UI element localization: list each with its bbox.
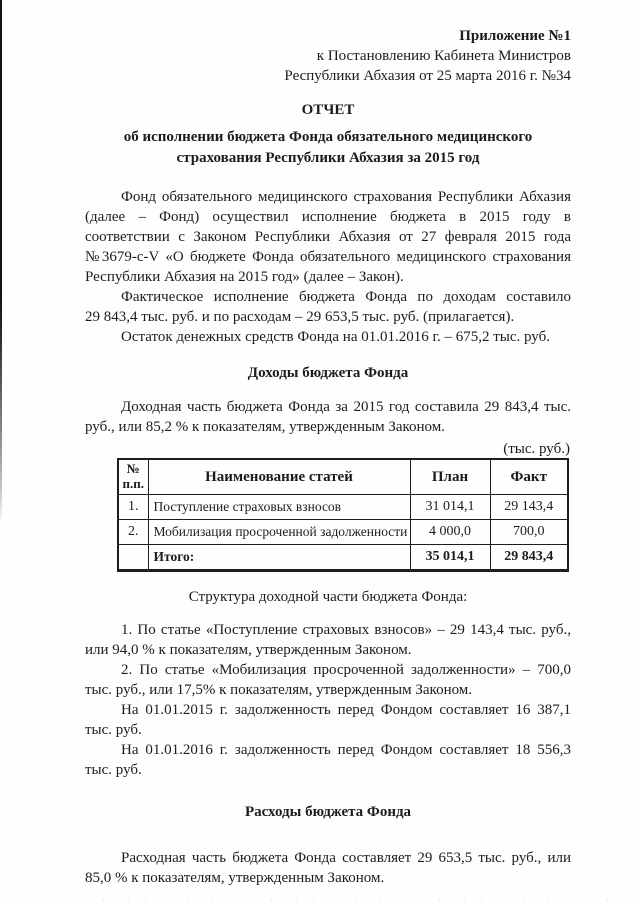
title-block [85,100,571,169]
cell-fact: 29 143,4 [490,494,568,519]
scan-edge-artifact [0,0,2,525]
col-header-fact: Факт [490,459,568,494]
income-section-heading: Доходы бюджета Фонда [247,365,409,381]
scan-noise-artifact [45,898,615,900]
cell-num: 1. [118,494,148,519]
intro-paragraph-2: Фактическое исполнение бюджета Фонда по доходам составило 29 843,4 тыс. руб. и по расходам – 29 653,5 тыс. руб. (прилагается). [85,289,571,325]
table-row [118,494,568,519]
table-units-label: (тыс. руб.) [503,441,570,457]
cell-plan: 31 014,1 [410,494,490,519]
cell-total-plan: 35 014,1 [410,544,490,570]
appendix-ref-line2: Республики Абхазия от 25 марта 2016 г. №34 [284,68,571,84]
report-title: ОТЧЕТ [301,102,355,118]
cell-fact: 700,0 [490,519,568,544]
expenses-paragraph: Расходная часть бюджета Фонда составляет 29 653,5 тыс. руб., или 85,0 % к показателям, утвержденным Законом. [85,849,571,886]
intro-paragraph-1: Фонд обязательного медицинского страхования Республики Абхазия (далее – Фонд) осуществил исполнение бюджета в 2015 году в соответствии с Законом Республики Абхазия от 27 февраля 2015 года №3679-с-V «О бюджете Фонда обязательного медицинского страхования Республики Абхазия на 2015 год» (далее – Закон). [85,189,571,285]
table-header-row [118,459,568,494]
income-table [117,458,569,572]
structure-item-2: 2. По статье «Мобилизация просроченной задолженности» – 700,0 тыс. руб., или 17,5% к показателям, утвержденным Законом. [85,661,571,698]
document-content [85,26,571,888]
cell-name: Мобилизация просроченной задолженности [148,519,410,544]
cell-total-fact: 29 843,4 [490,544,568,570]
cell-num [118,544,148,570]
cell-total-label: Итого: [148,544,410,570]
structure-item-4: На 01.01.2016 г. задолженность перед Фондом составляет 18 556,3 тыс. руб. [85,741,571,778]
cell-num: 2. [118,519,148,544]
col-header-num: № п.п. [118,459,148,494]
intro-paragraph-3: Остаток денежных средств Фонда на 01.01.2016 г. – 675,2 тыс. руб. [121,329,550,345]
col-header-name: Наименование статей [148,459,410,494]
appendix-ref-line1: к Постановлению Кабинета Министров [316,48,571,64]
appendix-block [85,26,571,86]
structure-heading: Структура доходной части бюджета Фонда: [188,588,468,605]
expenses-section-heading: Расходы бюджета Фонда [244,803,412,820]
income-paragraph: Доходная часть бюджета Фонда за 2015 год составила 29 843,4 тыс. руб., или 85,2 % к показателям, утвержденным Законом. [85,399,571,435]
table-row [118,519,568,544]
appendix-number: Приложение №1 [459,28,571,44]
structure-item-3: На 01.01.2015 г. задолженность перед Фондом составляет 16 387,1 тыс. руб. [85,701,571,738]
structure-item-1: 1. По статье «Поступление страховых взносов» – 29 143,4 тыс. руб., или 94,0 % к показателям, утвержденным Законом. [85,621,571,658]
report-subtitle: об исполнении бюджета Фонда обязательного медицинского страхования Республики Абхазия за 2015 год [123,129,533,166]
cell-plan: 4 000,0 [410,519,490,544]
table-total-row [118,544,568,570]
cell-name: Поступление страховых взносов [148,494,410,519]
col-header-plan: План [410,459,490,494]
